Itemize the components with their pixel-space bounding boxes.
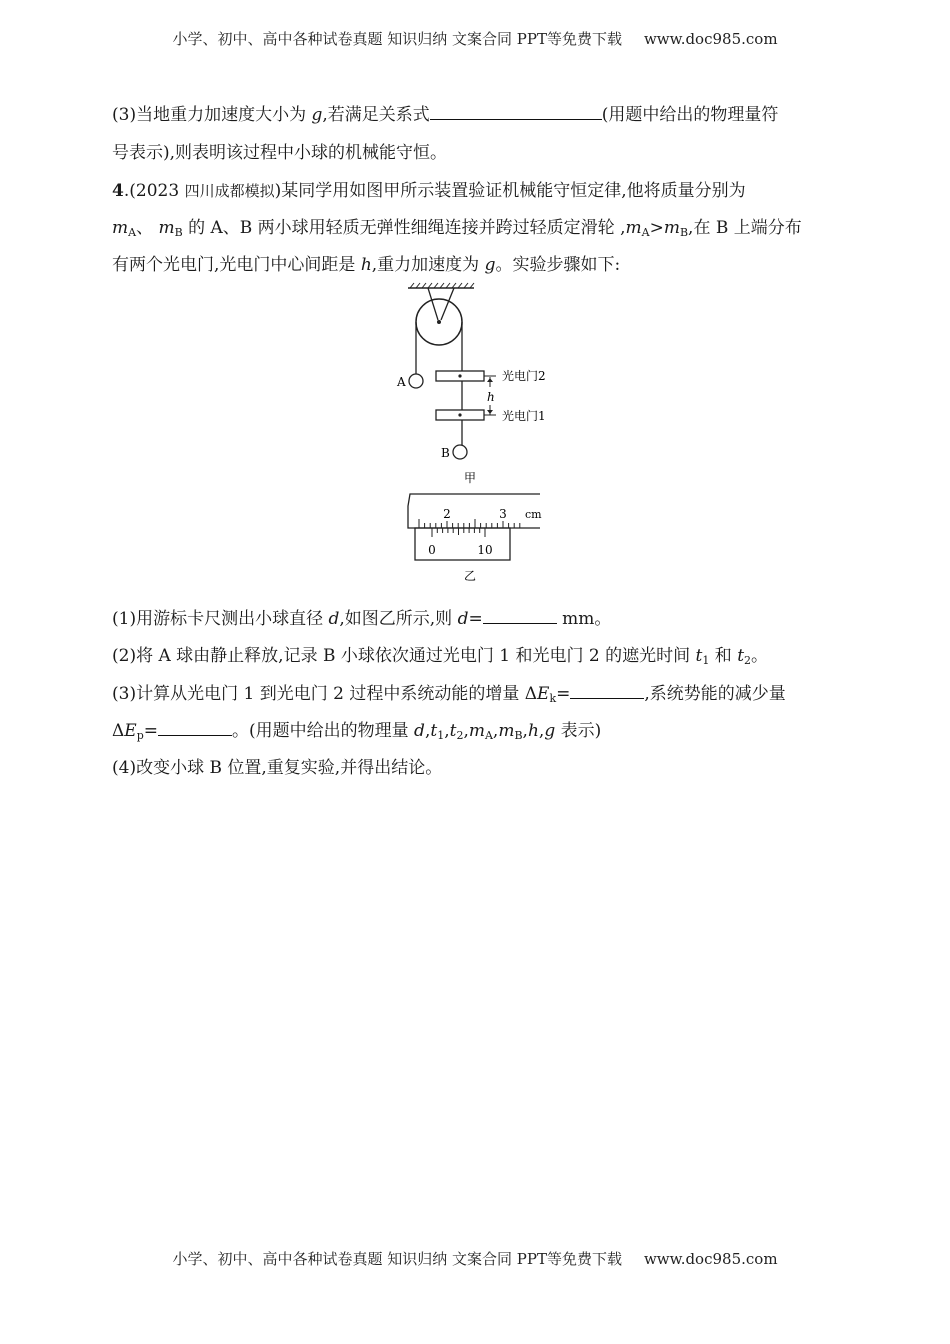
header-text: 小学、初中、高中各种试卷真题 知识归纳 文案合同 PPT等免费下载: [172, 30, 622, 48]
answer-blank-relation[interactable]: [430, 103, 602, 120]
header-site[interactable]: www.doc985.com: [643, 30, 778, 48]
step-1: (1)用游标卡尺测出小球直径 d,如图乙所示,则 d= mm。: [112, 609, 612, 629]
caption-yi: 乙: [463, 569, 477, 583]
step-3-line2: $\Delta E_p=$ 。(用题中给出的物理量 $d,t_1,t_2,m_A,m_B,h,g$ 表示): [112, 721, 602, 742]
ruler-main-3: 3: [499, 507, 507, 521]
answer-blank-ek[interactable]: [570, 682, 644, 699]
q4-line3: 有两个光电门,光电门中心间距是 h,重力加速度为 g。实验步骤如下:: [112, 255, 621, 275]
label-b: B: [441, 446, 450, 460]
q4-line2: $m_A$、 $m_B$ 的 A、B 两小球用轻质无弹性细绳连接并跨过轻质定滑轮 $,m_A>m_B$,在 B 上端分布: [112, 218, 802, 239]
vernier-caliper: [408, 494, 542, 560]
caption-jia: 甲: [463, 471, 477, 485]
step-2: (2)将 A 球由静止释放,记录 B 小球依次通过光电门 1 和光电门 2 的遮光时间 $t_1$ 和 $t_2$。: [112, 646, 769, 667]
ruler-unit: cm: [525, 508, 542, 521]
gate-1-label: 光电门1: [502, 409, 546, 423]
q4-source: 四川成都模拟: [184, 182, 275, 200]
answer-blank-d[interactable]: [483, 607, 557, 624]
answer-blank-ep[interactable]: [158, 719, 232, 736]
step-4: (4)改变小球 B 位置,重复实验,并得出结论。: [112, 758, 443, 778]
q4-number: 4: [112, 181, 124, 201]
q3-prev-line2: 号表示),则表明该过程中小球的机械能守恒。: [112, 143, 448, 163]
q3-prev-line1: (3)当地重力加速度大小为 g,若满足关系式 (用题中给出的物理量符: [112, 105, 779, 125]
footer-site[interactable]: www.doc985.com: [643, 1250, 778, 1268]
step-3-line1: (3)计算从光电门 1 到光电门 2 过程中系统动能的增量 $\Delta E_k=$ ,系统势能的减少量: [112, 684, 786, 705]
label-h: h: [487, 390, 495, 404]
page-header: [0, 28, 950, 49]
page-footer: [0, 1248, 950, 1269]
footer-text: 小学、初中、高中各种试卷真题 知识归纳 文案合同 PPT等免费下载: [172, 1250, 622, 1268]
ruler-vernier-0: 0: [428, 543, 436, 557]
ball-a: [409, 374, 423, 388]
label-a: A: [397, 375, 406, 389]
ball-b: [453, 445, 467, 459]
apparatus-figure: [390, 282, 550, 587]
ruler-main-2: 2: [443, 507, 451, 521]
q4-line1: 4.(2023 四川成都模拟)某同学用如图甲所示装置验证机械能守恒定律,他将质量分别为: [112, 181, 746, 201]
gate-2-label: 光电门2: [502, 369, 546, 383]
ruler-vernier-10: 10: [477, 543, 493, 557]
